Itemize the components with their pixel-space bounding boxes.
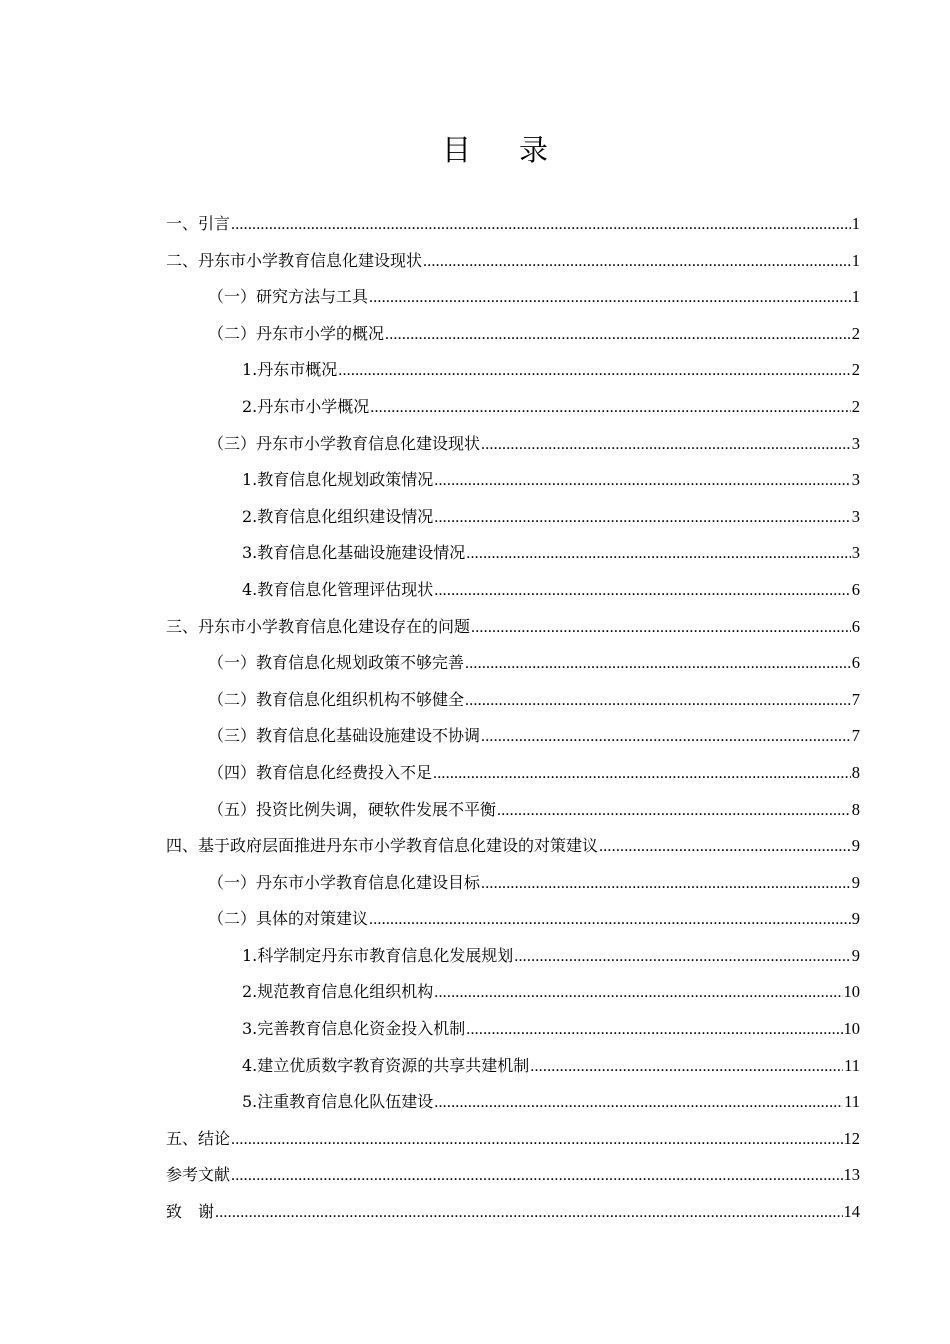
title-char-1: 目 <box>441 133 471 167</box>
toc-entry[interactable] <box>166 462 860 499</box>
toc-page-number: 1 <box>851 287 860 307</box>
toc-leader-dots <box>385 317 851 354</box>
toc-entry[interactable] <box>166 1121 860 1158</box>
toc-entry-text: （二）丹东市小学的概况 <box>208 323 385 343</box>
toc-leader-dots <box>497 793 851 830</box>
toc-entry-text: 一、引言 <box>166 214 231 233</box>
table-of-contents <box>166 206 860 1231</box>
toc-entry-text: （一）研究方法与工具 <box>208 287 369 307</box>
toc-page-number: 6 <box>851 616 860 636</box>
toc-entry[interactable] <box>166 535 860 572</box>
toc-leader-dots <box>338 353 850 390</box>
toc-entry-text: 1.丹东市概况 <box>242 360 338 380</box>
toc-leader-dots <box>369 280 851 317</box>
page-title <box>0 128 950 169</box>
toc-entry-text: （三）教育信息化基础设施建设不协调 <box>208 726 481 746</box>
toc-entry-text: 4.教育信息化管理评估现状 <box>242 579 434 599</box>
toc-entry[interactable] <box>166 1157 860 1194</box>
toc-entry[interactable] <box>166 389 860 426</box>
toc-page-number: 14 <box>843 1202 860 1222</box>
toc-leader-dots <box>481 427 851 464</box>
toc-entry[interactable] <box>166 426 860 463</box>
toc-entry-text: 三、丹东市小学教育信息化建设存在的问题 <box>166 616 471 636</box>
toc-entry[interactable] <box>166 1048 860 1085</box>
toc-entry-text: （五）投资比例失调，硬软件发展不平衡 <box>208 799 497 819</box>
toc-page-number: 1 <box>851 214 860 233</box>
toc-entry[interactable] <box>166 1194 860 1231</box>
toc-entry[interactable] <box>166 316 860 353</box>
toc-page-number: 3 <box>851 433 860 453</box>
toc-leader-dots <box>434 573 850 610</box>
toc-leader-dots <box>514 939 850 976</box>
toc-leader-dots <box>434 975 842 1012</box>
toc-entry[interactable] <box>166 572 860 609</box>
toc-entry[interactable] <box>166 718 860 755</box>
toc-entry-text: 5.注重教育信息化队伍建设 <box>242 1092 434 1112</box>
toc-entry-text: （二）具体的对策建议 <box>208 909 369 929</box>
toc-page-number: 2 <box>851 323 860 343</box>
toc-entry-text: 3.教育信息化基础设施建设情况 <box>242 543 466 563</box>
toc-leader-dots <box>481 866 851 903</box>
toc-entry[interactable] <box>166 206 860 243</box>
toc-entry-text: 3.完善教育信息化资金投入机制 <box>242 1019 466 1039</box>
toc-page-number: 3 <box>851 506 860 526</box>
toc-leader-dots <box>466 536 850 573</box>
toc-leader-dots <box>231 207 851 244</box>
toc-leader-dots <box>369 902 851 939</box>
toc-entry-text: （三）丹东市小学教育信息化建设现状 <box>208 433 481 453</box>
toc-entry-text: 二、丹东市小学教育信息化建设现状 <box>166 250 423 270</box>
toc-entry[interactable] <box>166 682 860 719</box>
toc-entry[interactable] <box>166 901 860 938</box>
toc-entry-text: （四）教育信息化经费投入不足 <box>208 762 433 782</box>
toc-entry-text: （一）丹东市小学教育信息化建设目标 <box>208 872 481 892</box>
toc-entry-text: 四、基于政府层面推进丹东市小学教育信息化建设的对策建议 <box>166 836 599 856</box>
toc-entry[interactable] <box>166 352 860 389</box>
toc-page-number: 8 <box>851 762 860 782</box>
toc-entry[interactable] <box>166 645 860 682</box>
toc-leader-dots <box>370 390 850 427</box>
toc-entry-text: 1.科学制定丹东市教育信息化发展规划 <box>242 945 514 965</box>
toc-page-number: 9 <box>851 836 860 856</box>
toc-page-number: 9 <box>851 945 860 965</box>
toc-entry-text: 2.教育信息化组织建设情况 <box>242 506 434 526</box>
toc-leader-dots <box>231 1158 842 1195</box>
toc-leader-dots <box>433 756 851 793</box>
toc-leader-dots <box>434 500 850 537</box>
toc-page-number: 11 <box>844 1055 860 1075</box>
toc-entry[interactable] <box>166 792 860 829</box>
toc-page-number: 6 <box>851 579 860 599</box>
toc-leader-dots <box>215 1195 842 1232</box>
toc-entry-text: 五、结论 <box>166 1128 231 1148</box>
toc-entry-text: （二）教育信息化组织机构不够健全 <box>208 689 465 709</box>
toc-page-number: 13 <box>843 1165 860 1185</box>
toc-page-number: 6 <box>851 653 860 673</box>
toc-leader-dots <box>423 244 851 281</box>
toc-entry[interactable] <box>166 1011 860 1048</box>
toc-entry[interactable] <box>166 974 860 1011</box>
toc-entry[interactable] <box>166 609 860 646</box>
toc-leader-dots <box>434 463 850 500</box>
toc-page-number: 2 <box>851 360 860 380</box>
toc-page-number: 3 <box>851 470 860 490</box>
toc-page-number: 10 <box>843 982 860 1002</box>
toc-leader-dots <box>231 1122 842 1159</box>
toc-entry[interactable] <box>166 279 860 316</box>
toc-entry-text: 1.教育信息化规划政策情况 <box>242 470 434 490</box>
toc-leader-dots <box>599 829 851 866</box>
toc-entry-text: 2.规范教育信息化组织机构 <box>242 982 434 1002</box>
toc-entry-text: 参考文献 <box>166 1165 231 1185</box>
toc-page-number: 9 <box>851 872 860 892</box>
toc-entry-text: （一）教育信息化规划政策不够完善 <box>208 653 465 673</box>
toc-page-number: 7 <box>851 689 860 709</box>
toc-leader-dots <box>434 1085 843 1122</box>
toc-entry[interactable] <box>166 865 860 902</box>
title-char-2: 录 <box>519 133 549 167</box>
toc-entry[interactable] <box>166 243 860 280</box>
toc-page-number: 8 <box>851 799 860 819</box>
toc-page-number: 12 <box>843 1128 860 1148</box>
toc-page-number: 10 <box>843 1019 860 1039</box>
toc-leader-dots <box>481 719 851 756</box>
toc-leader-dots <box>530 1049 843 1086</box>
toc-leader-dots <box>465 646 851 683</box>
toc-page-number: 2 <box>851 396 860 416</box>
toc-entry-text: 致 谢 <box>166 1202 215 1222</box>
toc-entry-text: 2.丹东市小学概况 <box>242 396 370 416</box>
toc-entry-text: 4.建立优质数字教育资源的共享共建机制 <box>242 1055 530 1075</box>
toc-leader-dots <box>465 683 851 720</box>
toc-page-number: 9 <box>851 909 860 929</box>
toc-page-number: 11 <box>844 1092 860 1112</box>
toc-entry[interactable] <box>166 1084 860 1121</box>
toc-page-number: 1 <box>851 250 860 270</box>
toc-page-number: 3 <box>851 543 860 563</box>
toc-entry[interactable] <box>166 755 860 792</box>
toc-leader-dots <box>471 610 851 647</box>
toc-entry[interactable] <box>166 828 860 865</box>
toc-leader-dots <box>466 1012 842 1049</box>
toc-page-number: 7 <box>851 726 860 746</box>
toc-entry[interactable] <box>166 938 860 975</box>
toc-entry[interactable] <box>166 499 860 536</box>
